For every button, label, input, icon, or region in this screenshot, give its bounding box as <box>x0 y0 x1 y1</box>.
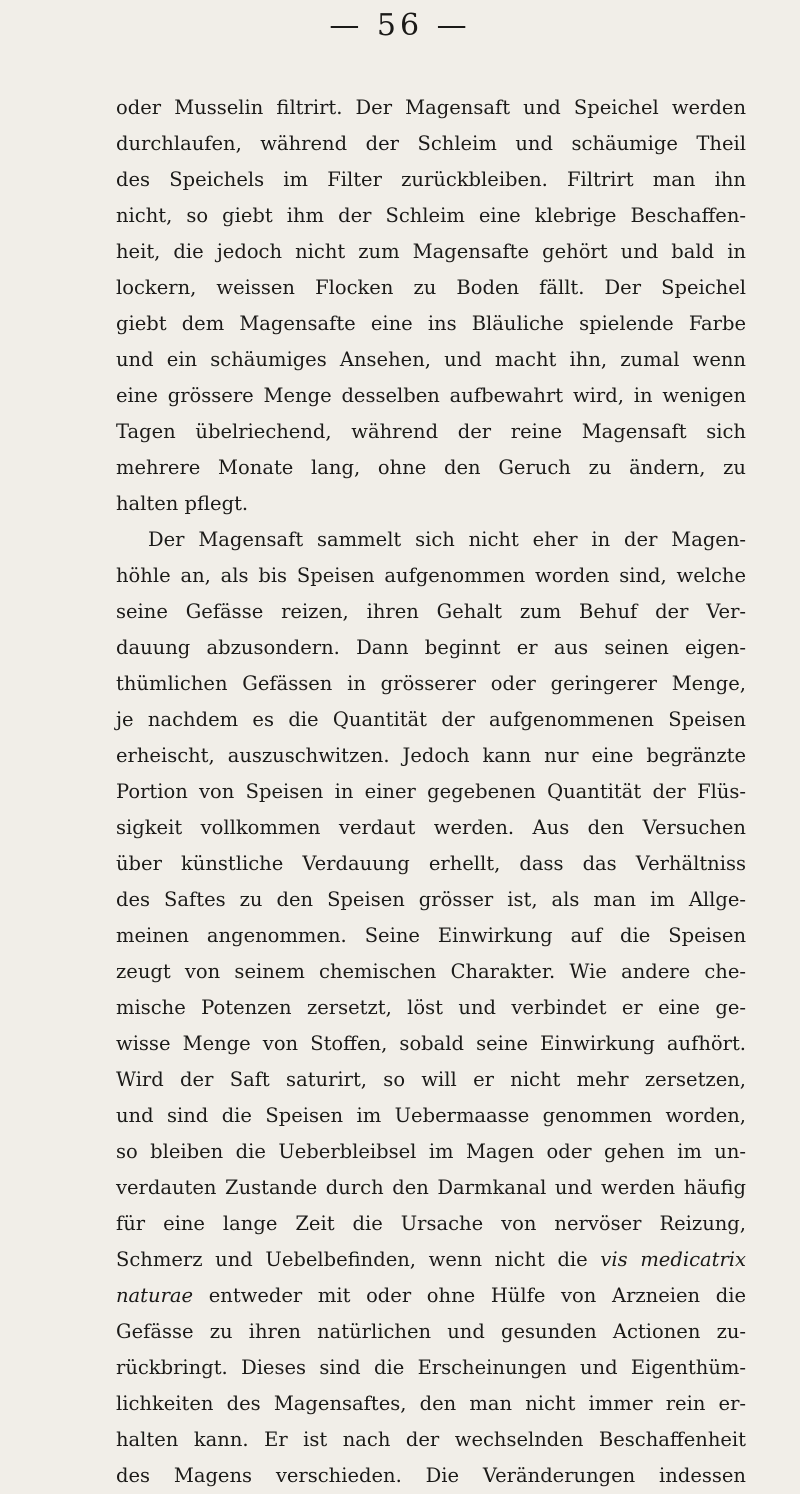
text-line: Tagen übelriechend, während der reine Magensaft sich <box>116 420 746 443</box>
text-line: Der Magensaft sammelt sich nicht eher in der Magen- <box>148 528 746 551</box>
text-line: erheischt, auszuschwitzen. Jedoch kann nur eine begränzte <box>116 744 746 767</box>
text-span: entweder mit oder ohne Hülfe von Arzneien die <box>193 1284 746 1307</box>
text-line: verdauten Zustande durch den Darmkanal und werden häufig <box>116 1176 746 1199</box>
page-number: — 56 — <box>329 8 471 43</box>
text-line: rückbringt. Dieses sind die Erscheinungen und Eigenthüm- <box>116 1356 746 1379</box>
text-line: heit, die jedoch nicht zum Magensafte gehört und bald in <box>116 240 746 263</box>
latin-term: naturae <box>116 1284 194 1307</box>
text-line: je nachdem es die Quantität der aufgenommenen Speisen <box>116 708 746 731</box>
text-line: des Magens verschieden. Die Veränderungen indessen <box>116 1464 746 1487</box>
text-line: und sind die Speisen im Uebermaasse genommen worden, <box>116 1104 746 1127</box>
latin-term: vis medicatrix <box>600 1248 747 1271</box>
text-line: nicht, so giebt ihm der Schleim eine klebrige Beschaffen- <box>116 204 746 227</box>
text-line: Wird der Saft saturirt, so will er nicht mehr zersetzen, <box>116 1068 746 1091</box>
text-line: lichkeiten des Magensaftes, den man nicht immer rein er- <box>116 1392 746 1415</box>
text-line: oder Musselin filtrirt. Der Magensaft und Speichel werden <box>116 96 746 119</box>
text-line: über künstliche Verdauung erhellt, dass das Verhältniss <box>116 852 746 875</box>
text-line: halten kann. Er ist nach der wechselnden Beschaffenheit <box>116 1428 746 1451</box>
text-line: dauung abzusondern. Dann beginnt er aus seinen eigen- <box>116 636 746 659</box>
text-line: Portion von Speisen in einer gegebenen Quantität der Flüs- <box>116 780 746 803</box>
text-line: zeugt von seinem chemischen Charakter. Wie andere che- <box>116 960 746 983</box>
text-line: für eine lange Zeit die Ursache von nervöser Reizung, <box>116 1212 746 1235</box>
text-line <box>116 1242 746 1278</box>
text-line: mehrere Monate lang, ohne den Geruch zu ändern, zu <box>116 456 746 479</box>
text-line: des Speichels im Filter zurückbleiben. Filtrirt man ihn <box>116 168 746 191</box>
body-text <box>116 90 746 1494</box>
text-line: sigkeit vollkommen verdaut werden. Aus den Versuchen <box>116 816 746 839</box>
text-line: und ein schäumiges Ansehen, und macht ihn, zumal wenn <box>116 348 746 371</box>
text-line <box>116 1278 746 1314</box>
text-line: meinen angenommen. Seine Einwirkung auf die Speisen <box>116 924 746 947</box>
text-span: Schmerz und Uebelbefinden, wenn nicht die <box>116 1248 601 1271</box>
text-line: höhle an, als bis Speisen aufgenommen worden sind, welche <box>116 564 746 587</box>
text-line: Gefässe zu ihren natürlichen und gesunden Actionen zu- <box>116 1320 746 1343</box>
text-line: lockern, weissen Flocken zu Boden fällt. Der Speichel <box>116 276 746 299</box>
text-line: durchlaufen, während der Schleim und schäumige Theil <box>116 132 746 155</box>
text-line: des Saftes zu den Speisen grösser ist, als man im Allge- <box>116 888 746 911</box>
text-line: wisse Menge von Stoffen, sobald seine Einwirkung aufhört. <box>116 1032 746 1055</box>
text-line: halten pflegt. <box>116 492 249 515</box>
text-line: giebt dem Magensafte eine ins Bläuliche spielende Farbe <box>116 312 746 335</box>
text-line: seine Gefässe reizen, ihren Gehalt zum Behuf der Ver- <box>116 600 746 623</box>
text-line: thümlichen Gefässen in grösserer oder geringerer Menge, <box>116 672 746 695</box>
text-line: mische Potenzen zersetzt, löst und verbindet er eine ge- <box>116 996 746 1019</box>
text-line: so bleiben die Ueberbleibsel im Magen oder gehen im un- <box>116 1140 746 1163</box>
text-line: eine grössere Menge desselben aufbewahrt wird, in wenigen <box>116 384 746 407</box>
